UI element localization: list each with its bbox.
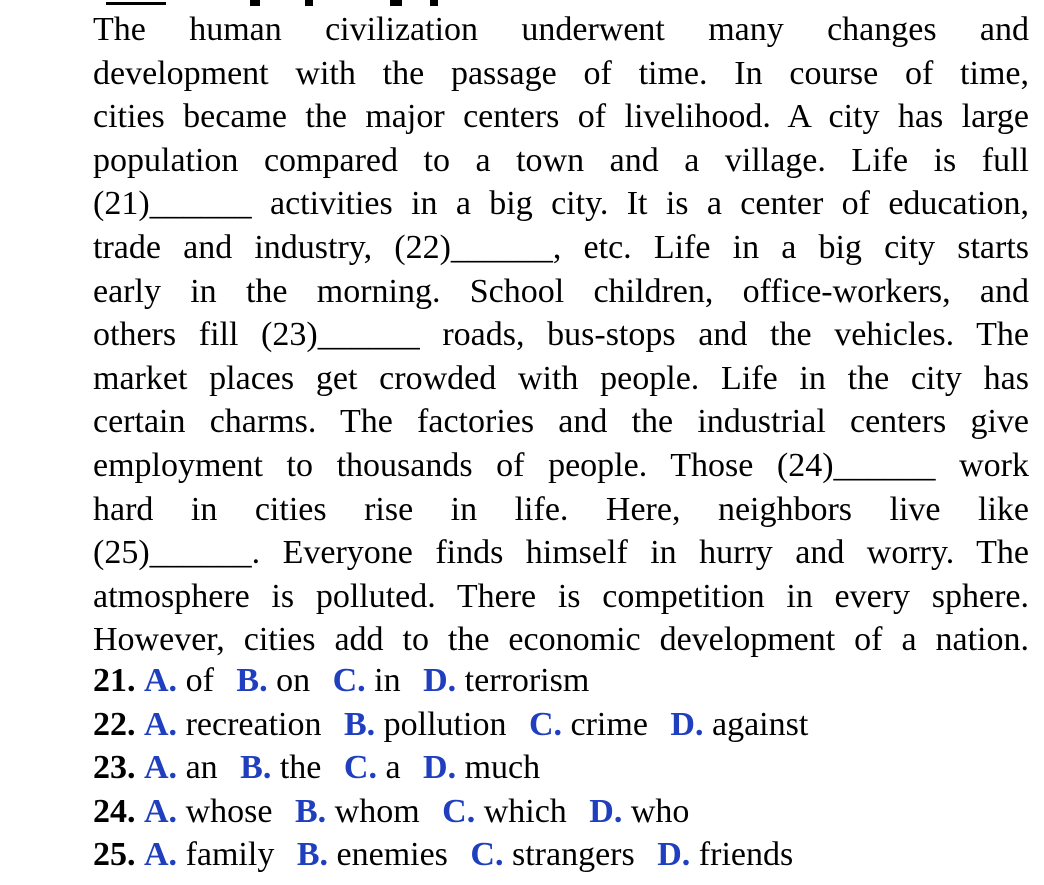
option-text: which xyxy=(483,792,567,830)
option-letter: C. xyxy=(470,836,504,874)
option-text: strangers xyxy=(511,836,635,874)
passage-line: (21)______ activities in a big city. It is a center of education, xyxy=(93,185,1029,223)
passage-line: hard in cities rise in life. Here, neighbors live like xyxy=(93,490,1029,528)
option-letter: D. xyxy=(670,705,704,743)
question-row xyxy=(93,792,1029,836)
option-text: enemies xyxy=(336,836,448,874)
option-text: against xyxy=(711,705,809,743)
option[interactable] xyxy=(344,748,401,787)
option-letter: B. xyxy=(294,792,327,830)
option-letter: C. xyxy=(332,662,366,699)
option[interactable] xyxy=(144,835,274,874)
option[interactable] xyxy=(144,661,214,700)
option-letter: B. xyxy=(296,836,329,874)
option-text: crime xyxy=(570,705,648,743)
option-text: who xyxy=(630,792,690,830)
option-text: in xyxy=(374,662,401,699)
option-letter: C. xyxy=(343,749,377,787)
option-text: of xyxy=(185,662,214,699)
option-text: the xyxy=(279,749,322,787)
option[interactable] xyxy=(295,792,420,831)
option-letter: C. xyxy=(528,705,563,743)
option-letter: D. xyxy=(423,662,457,699)
option-letter: B. xyxy=(240,749,272,787)
passage-line: trade and industry, (22)______, etc. Life in a big city starts xyxy=(93,228,1029,266)
option-text: whom xyxy=(334,792,420,830)
option[interactable] xyxy=(333,661,401,700)
option-text: whose xyxy=(185,792,273,830)
option[interactable] xyxy=(529,705,648,744)
option-letter: D. xyxy=(423,749,457,787)
option-letter: B. xyxy=(236,662,268,699)
passage-line: cities became the major centers of livelihood. A city has large xyxy=(93,98,1029,136)
question-number: 21. xyxy=(93,662,136,699)
passage-line: market places get crowded with people. Life in the city has xyxy=(93,359,1029,397)
option[interactable] xyxy=(589,792,689,831)
option-text: much xyxy=(464,749,541,787)
passage-line: early in the morning. School children, office-workers, and xyxy=(93,272,1029,310)
passage-line: (25)______. Everyone finds himself in hurry and worry. The xyxy=(93,534,1029,572)
option-letter: C. xyxy=(442,792,476,830)
question-list xyxy=(93,661,1029,879)
cropped-previous-line xyxy=(100,0,460,6)
passage-line: employment to thousands of people. Those (24)______ work xyxy=(93,446,1029,484)
passage-line: However, cities add to the economic development of a nation. xyxy=(93,621,1029,659)
passage-line: The human civilization underwent many changes and xyxy=(93,11,1029,48)
option-text: recreation xyxy=(185,705,322,743)
option-letter: A. xyxy=(144,792,178,830)
option[interactable] xyxy=(470,835,634,874)
option-text: family xyxy=(185,836,275,874)
option-letter: D. xyxy=(657,836,691,874)
question-number: 22. xyxy=(93,705,136,743)
option-letter: B. xyxy=(343,705,376,743)
option-text: on xyxy=(276,662,311,699)
passage-line: certain charms. The factories and the industrial centers give xyxy=(93,403,1029,441)
option[interactable] xyxy=(423,748,540,787)
option[interactable] xyxy=(657,835,793,874)
passage-line: atmosphere is polluted. There is competition in every sphere. xyxy=(93,577,1029,615)
option[interactable] xyxy=(144,705,321,744)
question-number: 24. xyxy=(93,792,136,830)
option[interactable] xyxy=(423,661,589,700)
option-letter: A. xyxy=(144,749,178,787)
option[interactable] xyxy=(442,792,567,831)
option-text: friends xyxy=(698,836,794,874)
passage-line: development with the passage of time. In course of time, xyxy=(93,54,1029,92)
cropped-glyph-fragments xyxy=(100,0,460,6)
question-row xyxy=(93,705,1029,749)
passage-line: population compared to a town and a village. Life is full xyxy=(93,141,1029,179)
option[interactable] xyxy=(240,748,321,787)
question-number: 25. xyxy=(93,836,136,874)
option-letter: D. xyxy=(589,792,623,830)
option[interactable] xyxy=(236,661,310,700)
passage-line: others fill (23)______ roads, bus-stops and the vehicles. The xyxy=(93,316,1029,354)
option[interactable] xyxy=(670,705,808,744)
option-letter: A. xyxy=(144,705,178,743)
option-text: a xyxy=(385,749,401,787)
option-letter: A. xyxy=(144,836,178,874)
option[interactable] xyxy=(344,705,506,744)
question-number: 23. xyxy=(93,749,136,787)
question-row xyxy=(93,748,1029,792)
question-row xyxy=(93,661,1029,705)
option-text: terrorism xyxy=(464,662,590,699)
option-text: pollution xyxy=(383,705,507,743)
question-row xyxy=(93,835,1029,879)
option[interactable] xyxy=(144,748,218,787)
reading-passage xyxy=(93,10,1029,664)
option-letter: A. xyxy=(144,662,178,699)
option[interactable] xyxy=(297,835,448,874)
option-text: an xyxy=(185,749,218,787)
option[interactable] xyxy=(144,792,272,831)
